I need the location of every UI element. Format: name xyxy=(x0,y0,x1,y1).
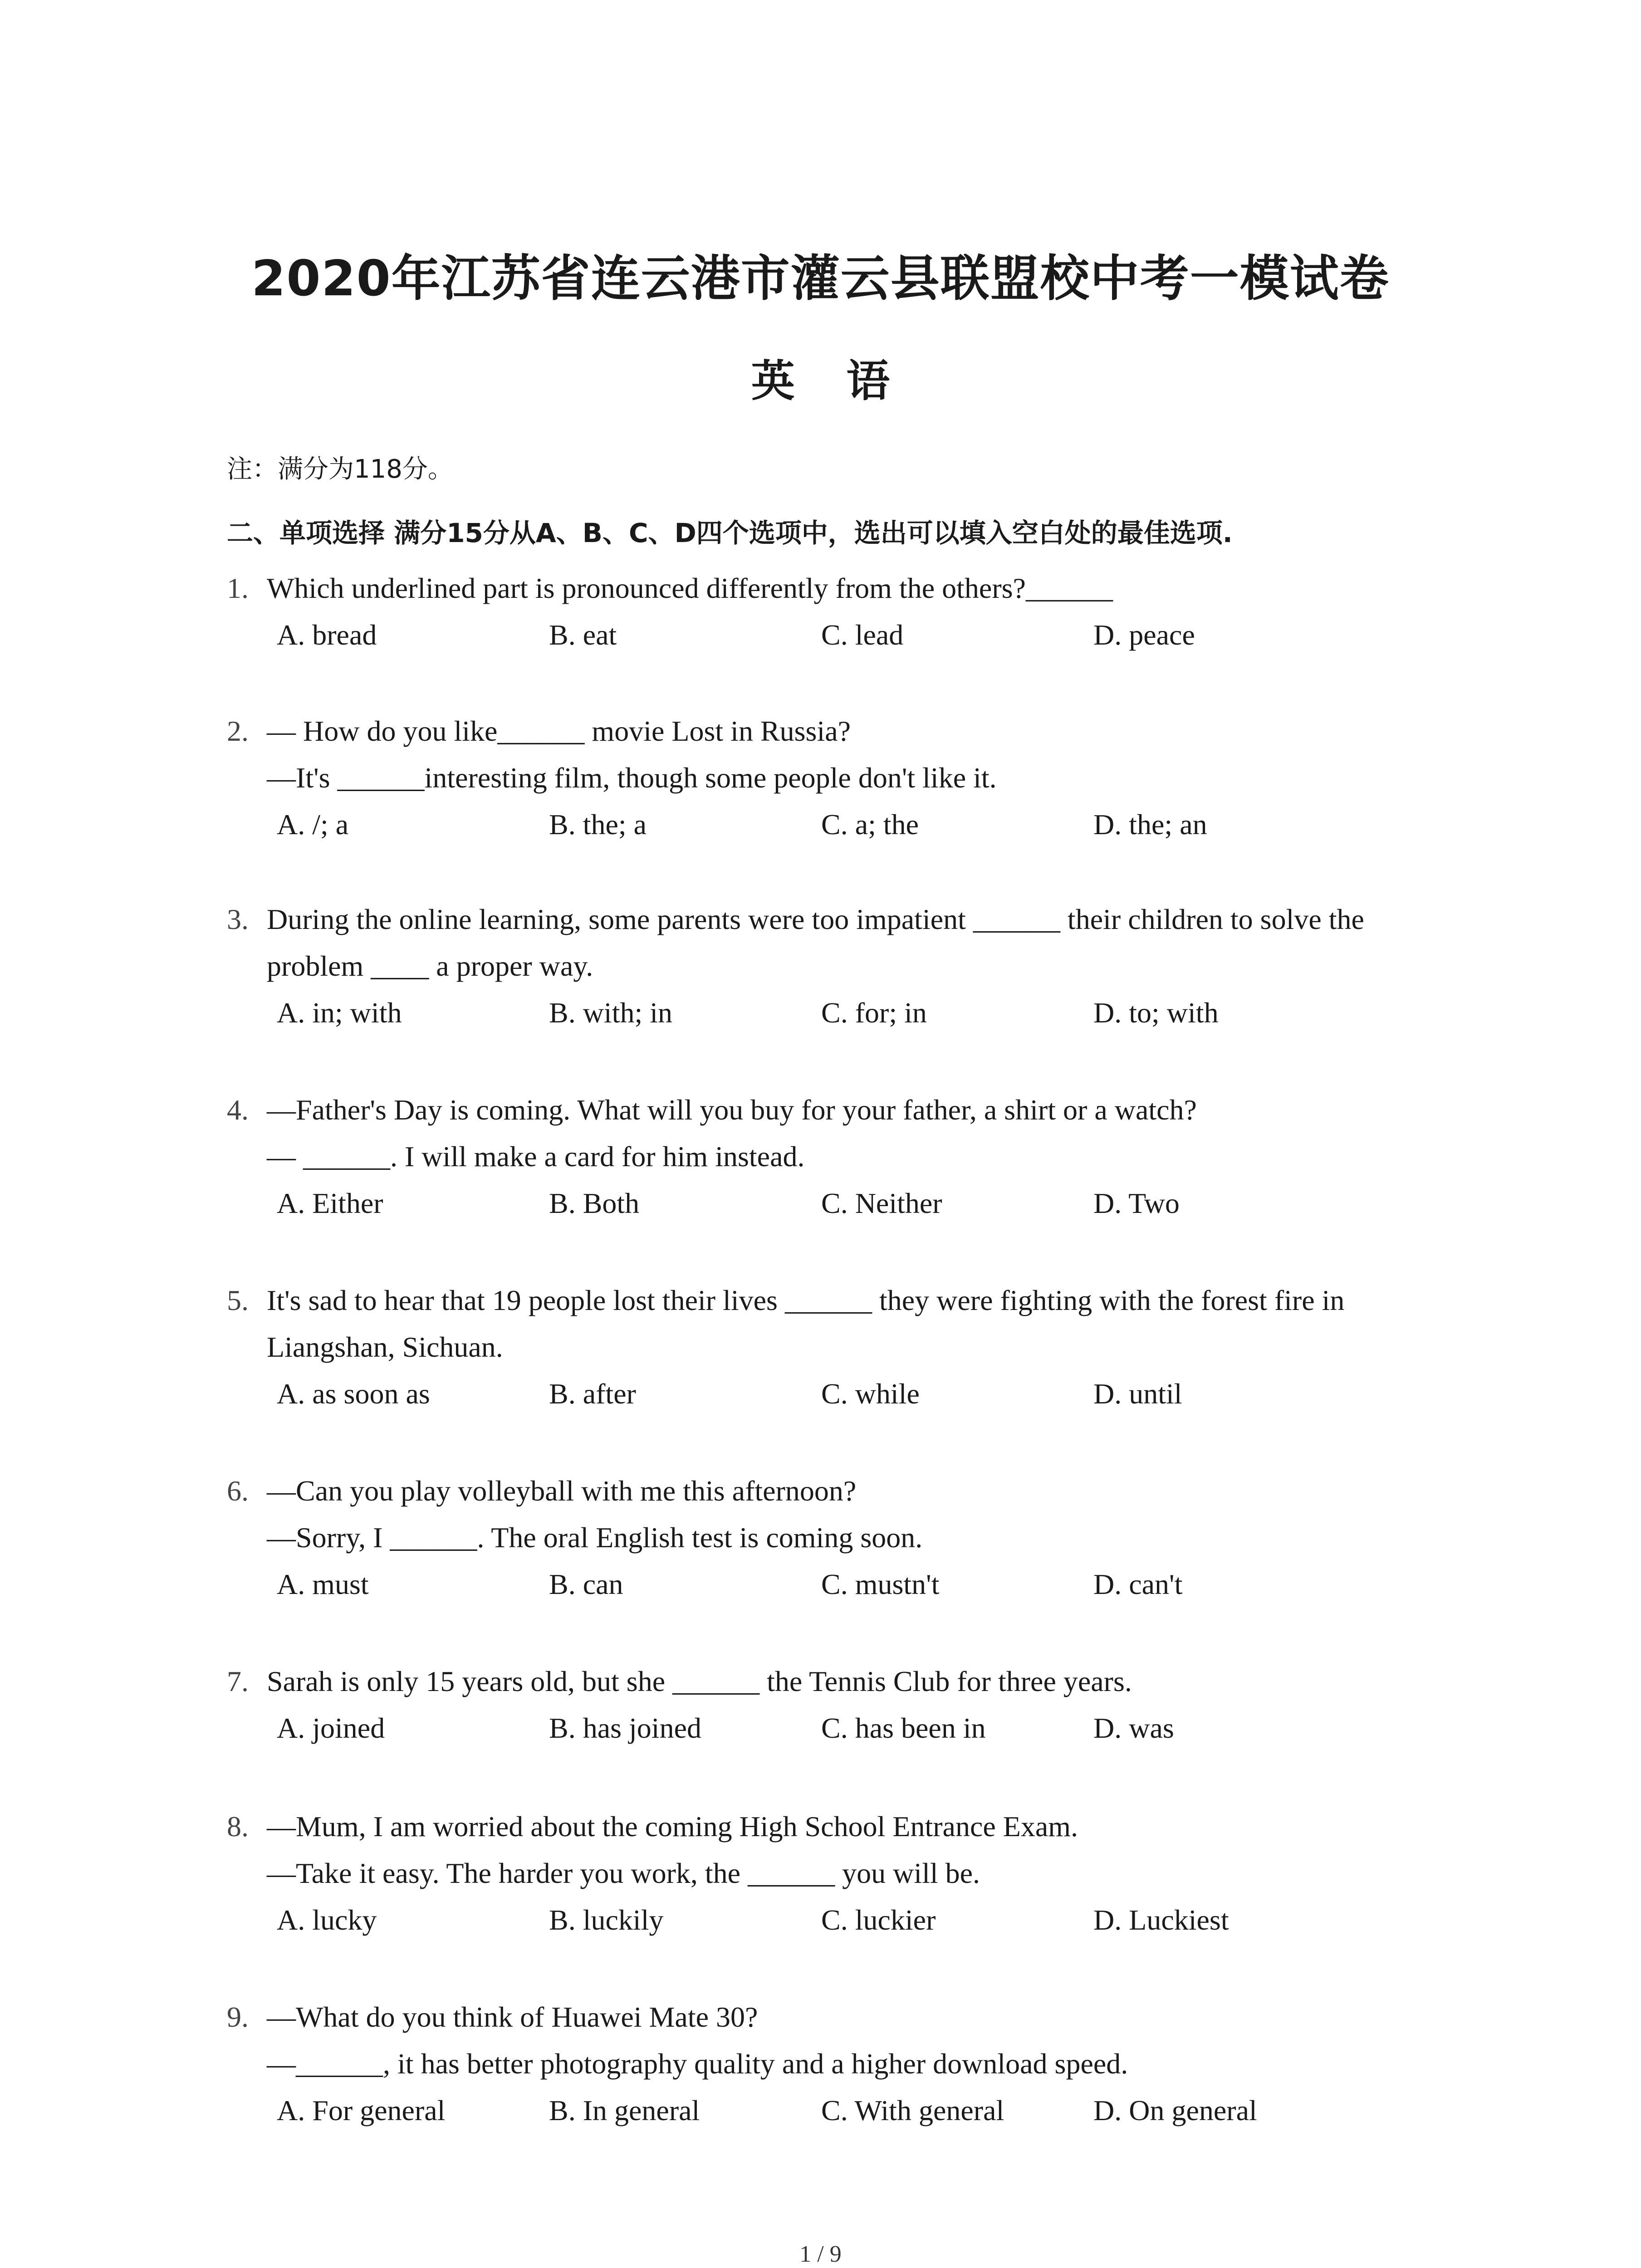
question-number: 1. xyxy=(227,572,249,604)
option-c: C. Neither xyxy=(821,1187,942,1219)
option-b: B. with; in xyxy=(549,997,673,1029)
section-heading: 二、单项选择 满分15分从A、B、C、D四个选项中，选出可以填入空白处的最佳选项. xyxy=(227,518,1233,548)
question-1 xyxy=(227,565,1452,658)
option-c: C. a; the xyxy=(821,808,919,841)
options-row xyxy=(227,801,1452,848)
option-c: C. while xyxy=(821,1378,920,1410)
option-d: D. the; an xyxy=(1093,808,1207,841)
option-d: D. Two xyxy=(1093,1187,1180,1219)
question-number: 5. xyxy=(227,1284,249,1316)
question-text-continued: problem ____ a proper way. xyxy=(267,950,593,982)
question-text-continued: — ______. I will make a card for him instead. xyxy=(267,1140,805,1173)
question-text: Sarah is only 15 years old, but she ______ the Tennis Club for three years. xyxy=(267,1665,1132,1697)
options-row xyxy=(227,989,1452,1036)
question-number: 2. xyxy=(227,715,249,747)
question-text: During the online learning, some parents were too impatient ______ their children to solve the xyxy=(267,903,1364,935)
option-a: A. in; with xyxy=(277,997,402,1029)
score-note: 注：满分为118分。 xyxy=(227,455,453,484)
question-9 xyxy=(227,1994,1452,2134)
question-text: —Can you play volleyball with me this afternoon? xyxy=(267,1475,857,1507)
option-a: A. bread xyxy=(277,619,377,651)
option-d: D. Luckiest xyxy=(1093,1904,1229,1936)
options-row xyxy=(227,1705,1452,1751)
options-row xyxy=(227,1897,1452,1943)
option-b: B. Both xyxy=(549,1187,640,1219)
question-text-continued: —Sorry, I ______. The oral English test is coming soon. xyxy=(267,1521,923,1554)
option-a: A. joined xyxy=(277,1712,385,1744)
question-3 xyxy=(227,896,1452,1036)
subject-heading: 英 语 xyxy=(751,356,890,406)
question-text-continued: Liangshan, Sichuan. xyxy=(267,1331,503,1363)
question-text: —What do you think of Huawei Mate 30? xyxy=(267,2001,758,2033)
option-b: B. In general xyxy=(549,2094,700,2126)
option-c: C. With general xyxy=(821,2094,1004,2126)
question-number: 3. xyxy=(227,903,249,935)
question-text: It's sad to hear that 19 people lost their lives ______ they were fighting with the forest fire in xyxy=(267,1284,1345,1316)
question-text: — How do you like______ movie Lost in Russia? xyxy=(267,715,851,747)
option-d: D. to; with xyxy=(1093,997,1219,1029)
question-number: 9. xyxy=(227,2001,249,2033)
option-b: B. has joined xyxy=(549,1712,701,1744)
option-b: B. after xyxy=(549,1378,636,1410)
options-row xyxy=(227,1180,1452,1227)
options-row xyxy=(227,611,1452,658)
question-number: 6. xyxy=(227,1475,249,1507)
option-b: B. can xyxy=(549,1568,623,1600)
exam-title: 2020年江苏省连云港市灌云县联盟校中考一模试卷 xyxy=(251,250,1390,307)
option-d: D. peace xyxy=(1093,619,1195,651)
options-row xyxy=(227,2087,1452,2134)
option-a: A. must xyxy=(277,1568,369,1600)
question-6 xyxy=(227,1467,1452,1608)
option-a: A. For general xyxy=(277,2094,446,2126)
option-b: B. eat xyxy=(549,619,617,651)
option-a: A. Either xyxy=(277,1187,383,1219)
options-row xyxy=(227,1561,1452,1608)
option-c: C. mustn't xyxy=(821,1568,940,1600)
option-b: B. luckily xyxy=(549,1904,664,1936)
option-d: D. can't xyxy=(1093,1568,1183,1600)
option-c: C. lead xyxy=(821,619,904,651)
option-c: C. has been in xyxy=(821,1712,986,1744)
option-c: C. for; in xyxy=(821,997,927,1029)
option-d: D. until xyxy=(1093,1378,1182,1410)
question-2 xyxy=(227,708,1452,848)
options-row xyxy=(227,1370,1452,1417)
option-a: A. lucky xyxy=(277,1904,377,1936)
question-7 xyxy=(227,1658,1452,1751)
question-text-continued: —______, it has better photography quality and a higher download speed. xyxy=(267,2048,1128,2080)
page-number: 1 / 9 xyxy=(799,2241,842,2267)
question-number: 8. xyxy=(227,1810,249,1843)
question-8 xyxy=(227,1803,1452,1943)
question-text: Which underlined part is pronounced differently from the others?______ xyxy=(267,572,1113,604)
question-5 xyxy=(227,1277,1452,1417)
option-a: A. /; a xyxy=(277,808,349,841)
option-d: D. On general xyxy=(1093,2094,1257,2126)
option-b: B. the; a xyxy=(549,808,647,841)
question-text-continued: —Take it easy. The harder you work, the ______ you will be. xyxy=(267,1857,980,1889)
question-4 xyxy=(227,1086,1452,1227)
question-text: —Father's Day is coming. What will you buy for your father, a shirt or a watch? xyxy=(267,1094,1197,1126)
question-number: 4. xyxy=(227,1094,249,1126)
question-text: —Mum, I am worried about the coming High School Entrance Exam. xyxy=(267,1810,1078,1843)
question-number: 7. xyxy=(227,1665,249,1697)
question-text-continued: —It's ______interesting film, though some people don't like it. xyxy=(267,762,997,794)
option-c: C. luckier xyxy=(821,1904,936,1936)
option-a: A. as soon as xyxy=(277,1378,430,1410)
option-d: D. was xyxy=(1093,1712,1174,1744)
